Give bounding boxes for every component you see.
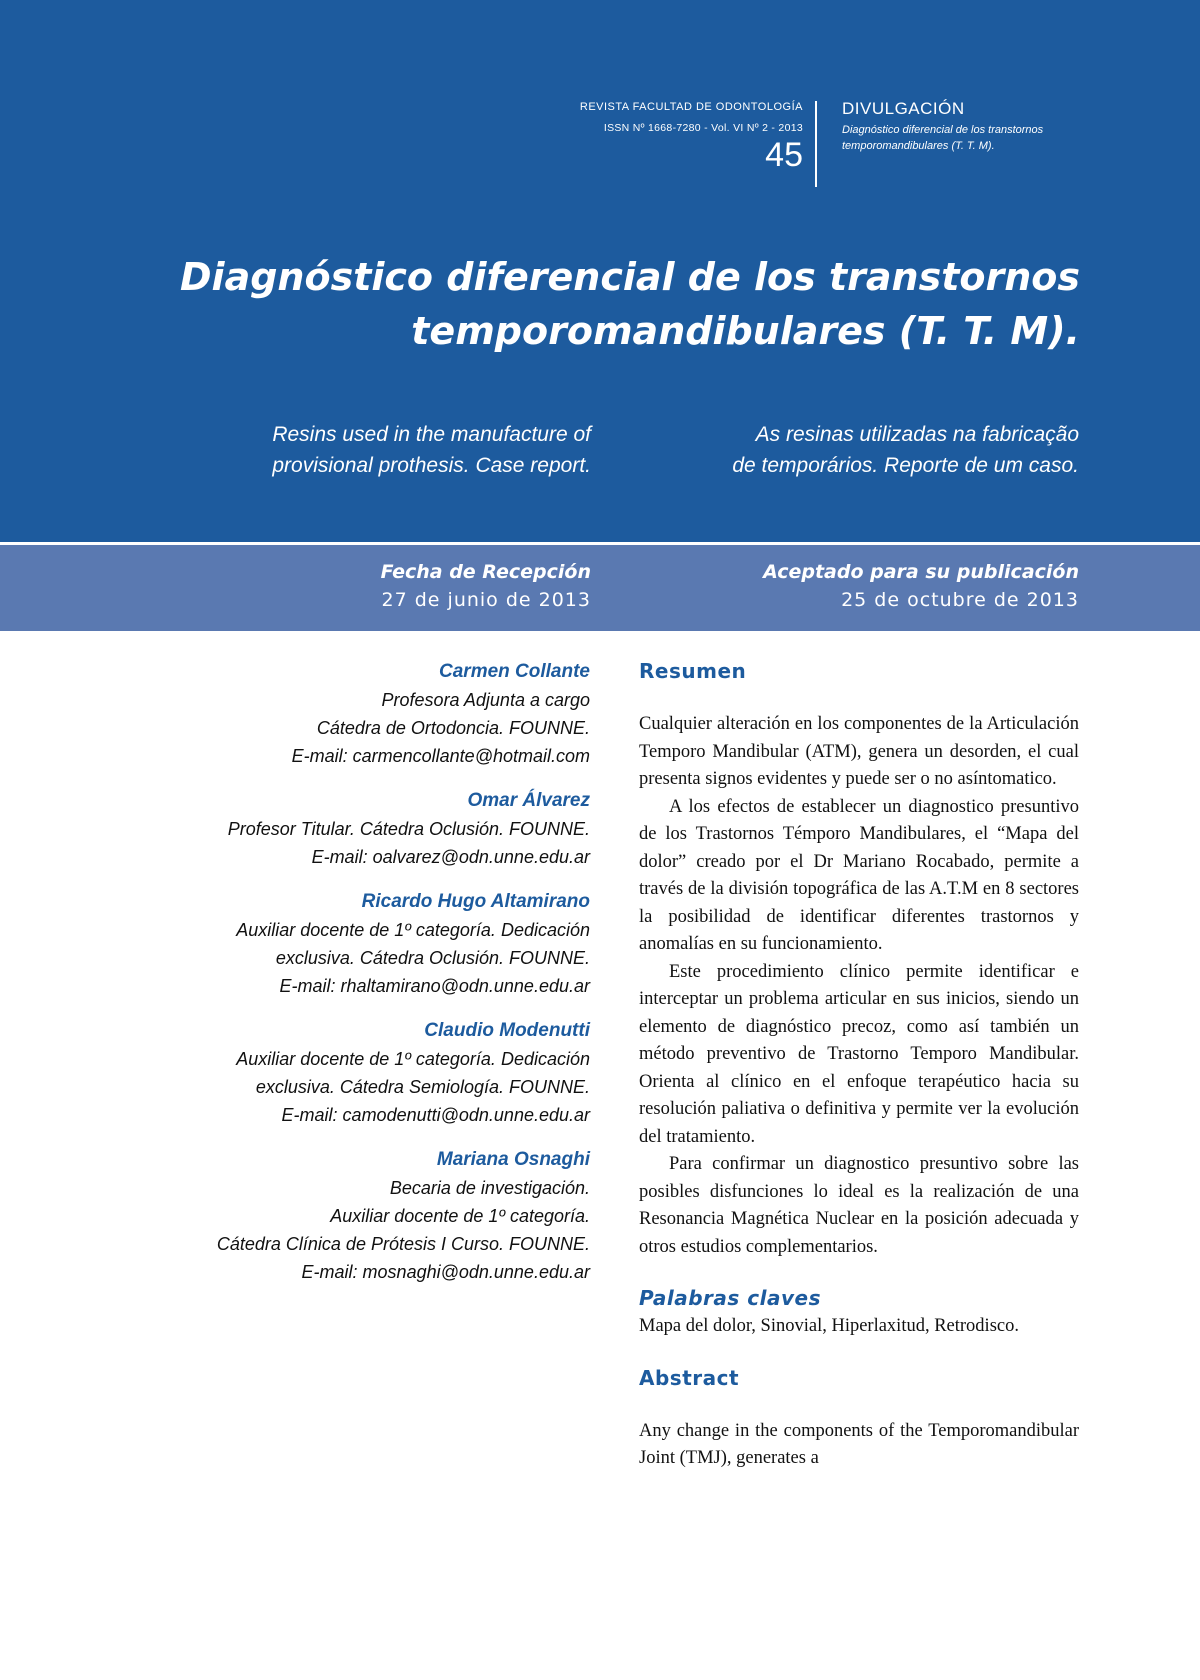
- resumen-paragraph: A los efectos de establecer un diagnostico presuntivo de los Trastornos Témporo Mandibulares, el “Mapa del dolor” creado por el Dr Mariano Rocabado, permite a través de la división topográfica de las A.T.M en 8 sectores la posibilidad de identificar diferentes trastornos y anomalías en su funcionamiento.: [639, 796, 1079, 954]
- accepted-date: [763, 558, 1079, 615]
- author-entry: [150, 658, 590, 770]
- author-name: Claudio Modenutti: [424, 1020, 590, 1041]
- author-affiliation-line: Auxiliar docente de 1º categoría.: [330, 1206, 590, 1226]
- english-title-line-2: provisional prothesis. Case report.: [272, 454, 591, 477]
- header-divider: [815, 101, 817, 187]
- keywords-text: Mapa del dolor, Sinovial, Hiperlaxitud, Retrodisco.: [639, 1316, 1019, 1336]
- author-entry: [150, 1146, 590, 1286]
- accepted-label: Aceptado para su publicación: [763, 561, 1079, 583]
- section-label: DIVULGACIÓN: [842, 99, 965, 118]
- resumen-paragraph: Para confirmar un diagnostico presuntivo sobre las posibles disfunciones lo ideal es la realización de una Resonancia Magnética Nuclear en la posición adecuada y otros estudios complementarios.: [639, 1154, 1079, 1257]
- article-title-line-1: Diagnóstico diferencial de los transtornos: [180, 255, 1080, 299]
- author-affiliation-line: Auxiliar docente de 1º categoría. Dedicación: [236, 1049, 590, 1069]
- resumen-heading: Resumen: [639, 659, 747, 683]
- author-entry: [150, 1017, 590, 1129]
- received-value: 27 de junio de 2013: [381, 589, 591, 611]
- journal-info: [580, 101, 803, 173]
- accepted-value: 25 de octubre de 2013: [841, 589, 1079, 611]
- author-email: E-mail: camodenutti@odn.unne.edu.ar: [281, 1105, 590, 1125]
- portuguese-title-line-1: As resinas utilizadas na fabricação: [755, 423, 1079, 446]
- author-affiliation-line: Profesor Titular. Cátedra Oclusión. FOUNNE.: [227, 819, 590, 839]
- keywords-heading: Palabras claves: [639, 1286, 821, 1310]
- section-subtitle: Diagnóstico diferencial de los transtornos temporomandibulares (T. T. M).: [842, 124, 1044, 152]
- section-info: [842, 99, 1082, 154]
- article-title: [130, 250, 1080, 358]
- author-email: E-mail: mosnaghi@odn.unne.edu.ar: [301, 1262, 590, 1282]
- portuguese-title: [732, 419, 1079, 481]
- english-title-line-1: Resins used in the manufacture of: [272, 423, 591, 446]
- abstract-paragraph: Any change in the components of the Temporomandibular Joint (TMJ), generates a: [639, 1420, 1079, 1468]
- abstract-column: [639, 656, 1079, 1473]
- author-email: E-mail: oalvarez@odn.unne.edu.ar: [311, 847, 590, 867]
- author-name: Ricardo Hugo Altamirano: [361, 891, 590, 912]
- resumen-paragraph: Cualquier alteración en los componentes de la Articulación Temporo Mandibular (ATM), genera un desorden, el cual presenta signos evidentes y puede ser o no asíntomatico.: [639, 714, 1079, 789]
- author-affiliation-line: Cátedra Clínica de Prótesis I Curso. FOUNNE.: [216, 1234, 590, 1254]
- english-title: [272, 419, 591, 481]
- author-name: Omar Álvarez: [467, 790, 590, 811]
- author-name: Carmen Collante: [439, 661, 590, 682]
- author-list: [150, 658, 590, 1303]
- author-affiliation-line: Auxiliar docente de 1º categoría. Dedicación: [236, 920, 590, 940]
- journal-header: [0, 0, 1200, 542]
- dates-band: [0, 545, 1200, 631]
- journal-name: REVISTA FACULTAD DE ODONTOLOGÍA: [579, 101, 803, 113]
- author-affiliation-line: exclusiva. Cátedra Semiología. FOUNNE.: [255, 1077, 590, 1097]
- portuguese-title-line-2: de temporários. Reporte de um caso.: [732, 454, 1079, 477]
- page-number: 45: [765, 136, 803, 174]
- abstract-heading: Abstract: [639, 1365, 740, 1390]
- author-affiliation-line: Becaria de investigación.: [389, 1178, 590, 1198]
- author-email: E-mail: carmencollante@hotmail.com: [291, 746, 590, 766]
- author-entry: [150, 787, 590, 871]
- author-name: Mariana Osnaghi: [436, 1149, 590, 1170]
- resumen-paragraph: Este procedimiento clínico permite identificar e interceptar un problema articular en sus inicios, siendo un elemento de diagnóstico precoz, como así también un método preventivo de Trastorno Temporo Mandibular. Orienta al clínico en el enfoque terapéutico hacia su resolución paliativa o definitiva y permite ver la evolución del tratamiento.: [639, 961, 1079, 1147]
- received-label: Fecha de Recepción: [380, 561, 591, 583]
- article-title-line-2: temporomandibulares (T. T. M).: [411, 309, 1080, 353]
- author-entry: [150, 888, 590, 1000]
- received-date: [381, 558, 591, 615]
- author-affiliation-line: exclusiva. Cátedra Oclusión. FOUNNE.: [275, 948, 590, 968]
- author-affiliation-line: Profesora Adjunta a cargo: [381, 690, 590, 710]
- journal-issn: ISSN Nº 1668-7280 - Vol. VI Nº 2 - 2013: [603, 122, 803, 134]
- author-affiliation-line: Cátedra de Ortodoncia. FOUNNE.: [316, 718, 590, 738]
- author-email: E-mail: rhaltamirano@odn.unne.edu.ar: [279, 976, 590, 996]
